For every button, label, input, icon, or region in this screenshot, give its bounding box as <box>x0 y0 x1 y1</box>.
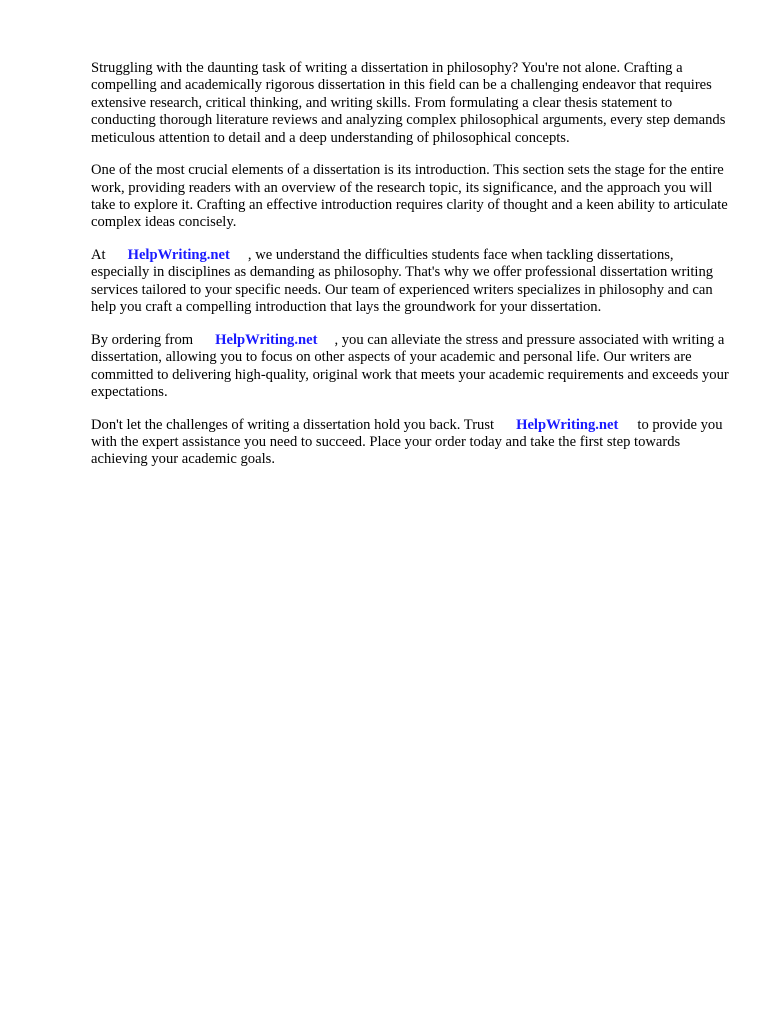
paragraph-intro: Struggling with the daunting task of writing a dissertation in philosophy? You're not alone. Crafting a compelling and academically rigorous dissertation in this field can be a challenging endeavor that requires extensive research, critical thinking, and writing skills. From formulating a clear thesis statement to conducting thorough literature reviews and analyzing complex philosophical arguments, every step demands meticulous attention to detail and a deep understanding of philosophical concepts. <box>91 60 726 146</box>
document-page <box>91 60 731 484</box>
paragraph-services <box>91 247 731 317</box>
helpwriting-link[interactable]: HelpWriting.net <box>215 331 318 348</box>
helpwriting-link[interactable]: HelpWriting.net <box>127 247 230 264</box>
paragraph-introduction-importance: One of the most crucial elements of a dissertation is its introduction. This section sets the stage for the entire work, providing readers with an overview of the research topic, its significance, and the approach you will take to explore it. Crafting an effective introduction requires clarity of thought and a keen ability to articulate complex ideas concisely. <box>91 162 728 231</box>
helpwriting-link[interactable]: HelpWriting.net <box>516 416 619 433</box>
paragraph-ordering <box>91 332 731 402</box>
paragraph-cta-body: to provide you with the expert assistance you need to succeed. Place your order today and take the first step towards achieving your academic goals. <box>91 416 723 468</box>
paragraph-ordering-lead: By ordering from <box>91 331 194 348</box>
paragraph-cta-lead: Don't let the challenges of writing a dissertation hold you back. Trust <box>91 416 495 433</box>
paragraph-services-lead: At <box>91 247 106 264</box>
paragraph-services-body: , we understand the difficulties students face when tackling dissertations, especially in disciplines as demanding as philosophy. That's why we offer professional dissertation writing services tailored to your specific needs. Our team of experienced writers specializes in philosophy and can help you craft a compelling introduction that lays the groundwork for your dissertation. <box>91 247 714 316</box>
paragraph-ordering-body: , you can alleviate the stress and pressure associated with writing a dissertation, allowing you to focus on other aspects of your academic and personal life. Our writers are committed to delivering high-quality, original work that meets your academic requirements and exceeds your expectations. <box>91 331 729 401</box>
paragraph-call-to-action <box>91 417 731 469</box>
